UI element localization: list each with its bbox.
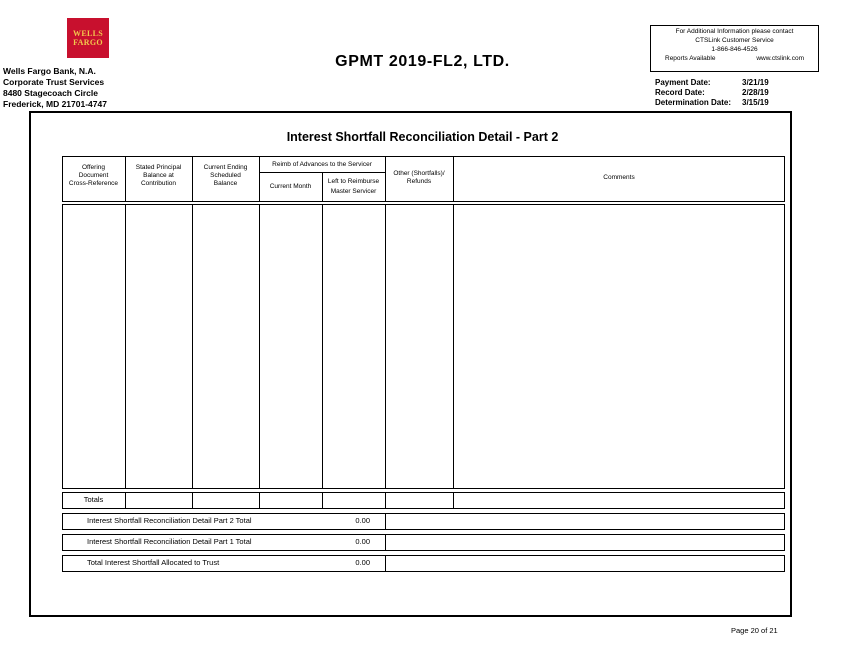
- col-stated-principal-header: [125, 164, 192, 188]
- col-stated-line-3: Contribution: [140, 180, 177, 187]
- col-current-line-1: Current Ending: [203, 164, 248, 171]
- summary-divider: [385, 534, 386, 551]
- col-reimb-current-month-header: Current Month: [269, 183, 312, 190]
- header-group-divider: [259, 172, 385, 173]
- contact-info-box: [650, 25, 819, 72]
- body-divider: [385, 204, 386, 489]
- totals-label: Totals: [83, 495, 104, 504]
- determination-date-label: Determination Date:: [655, 98, 732, 107]
- bank-address: [3, 66, 107, 110]
- payment-date-value: 3/21/19: [742, 78, 769, 87]
- col-other-shortfalls-header: [385, 170, 453, 186]
- col-reimb-left-line-1: Left to Reimburse: [327, 178, 380, 185]
- col-offering-line-1: Offering: [81, 164, 105, 171]
- summary-total-value: 0.00: [355, 558, 370, 567]
- totals-divider: [192, 492, 193, 509]
- bank-street: 8480 Stagecoach Circle: [3, 88, 98, 98]
- contact-line-2: CTSLink Customer Service: [695, 37, 774, 44]
- reports-available-label: Reports Available: [665, 55, 716, 62]
- totals-divider: [385, 492, 386, 509]
- summary-total-label: Total Interest Shortfall Allocated to Trust: [87, 558, 220, 567]
- body-divider: [453, 204, 454, 489]
- body-divider: [259, 204, 260, 489]
- col-other-line-2: Refunds: [406, 178, 432, 185]
- col-offering-line-3: Cross-Reference: [68, 180, 119, 187]
- col-current-line-3: Balance: [213, 180, 238, 187]
- body-divider: [322, 204, 323, 489]
- body-divider: [192, 204, 193, 489]
- col-stated-line-1: Stated Principal: [135, 164, 182, 171]
- website-link[interactable]: www.ctslink.com: [756, 55, 804, 62]
- summary-divider: [385, 555, 386, 572]
- bank-name: Wells Fargo Bank, N.A.: [3, 66, 96, 76]
- col-other-line-1: Other (Shortfalls)/: [393, 170, 445, 177]
- bank-city: Frederick, MD 21701-4747: [3, 99, 107, 109]
- col-stated-line-2: Balance at: [143, 172, 174, 179]
- summary-part2-label: Interest Shortfall Reconciliation Detail Part 2 Total: [87, 516, 252, 525]
- payment-date-label: Payment Date:: [655, 78, 711, 87]
- bank-division: Corporate Trust Services: [3, 77, 105, 87]
- col-current-line-2: Scheduled: [210, 172, 241, 179]
- col-current-ending-header: [192, 164, 259, 188]
- body-divider: [125, 204, 126, 489]
- contact-phone: 1-866-846-4526: [711, 46, 758, 53]
- col-reimb-left-line-2: Master Servicer: [330, 188, 377, 195]
- summary-part1-value: 0.00: [355, 537, 370, 546]
- page-number: Page 20 of 21: [731, 626, 778, 635]
- summary-part2-value: 0.00: [355, 516, 370, 525]
- wells-fargo-logo: [67, 18, 109, 58]
- summary-divider: [385, 513, 386, 530]
- col-reimb-left-header: [322, 177, 385, 197]
- col-reimb-group-header: Reimb of Advances to the Servicer: [272, 161, 372, 168]
- totals-divider: [125, 492, 126, 509]
- record-date-value: 2/28/19: [742, 88, 769, 97]
- determination-date-value: 3/15/19: [742, 98, 769, 107]
- col-offering-line-2: Document: [78, 172, 109, 179]
- totals-divider: [259, 492, 260, 509]
- record-date-label: Record Date:: [655, 88, 705, 97]
- logo-line-2: FARGO: [73, 38, 103, 47]
- table-body: [62, 204, 785, 489]
- col-offering-header: [62, 164, 125, 188]
- totals-row: [62, 492, 785, 509]
- section-title: Interest Shortfall Reconciliation Detail - Part 2: [286, 130, 559, 144]
- summary-part1-label: Interest Shortfall Reconciliation Detail Part 1 Total: [87, 537, 252, 546]
- logo-line-1: WELLS: [73, 29, 103, 38]
- totals-divider: [322, 492, 323, 509]
- document-title: GPMT 2019-FL2, LTD.: [335, 53, 510, 70]
- contact-line-1: For Additional Information please contact: [675, 28, 794, 35]
- dates-block: [655, 78, 769, 108]
- totals-divider: [453, 492, 454, 509]
- col-comments-header: Comments: [603, 174, 635, 181]
